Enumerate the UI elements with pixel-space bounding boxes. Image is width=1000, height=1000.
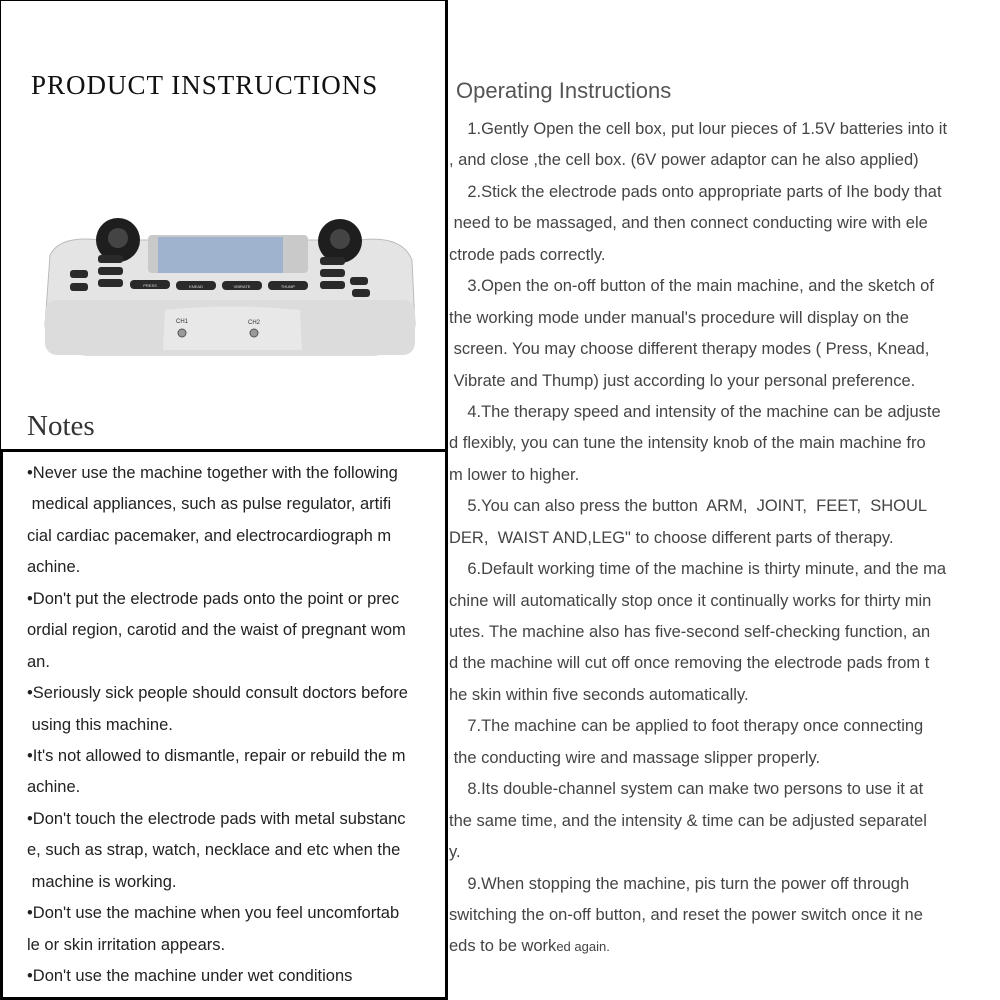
note-line: medical appliances, such as pulse regulator, artifi bbox=[27, 495, 392, 514]
note-line: an. bbox=[27, 652, 50, 671]
instruction-line: ctrode pads correctly. bbox=[449, 245, 606, 264]
instruction-line: chine will automatically stop once it continually works for thirty min bbox=[449, 591, 932, 610]
page-title: PRODUCT INSTRUCTIONS bbox=[31, 70, 379, 100]
instruction-line: , and close ,the cell box. (6V power adaptor can he also applied) bbox=[449, 151, 919, 170]
note-line: machine is working. bbox=[27, 872, 177, 891]
massager-device-image bbox=[40, 215, 420, 360]
ch1-port bbox=[178, 329, 186, 337]
note-line: •Don't use the machine when you feel uncomfortab bbox=[27, 904, 400, 923]
notes-heading: Notes bbox=[27, 410, 95, 442]
instructions-list bbox=[449, 114, 1000, 963]
note-line: •Seriously sick people should consult doctors before bbox=[27, 684, 408, 703]
vibrate-label: VIBRATE bbox=[233, 284, 251, 289]
note-line: ordial region, carotid and the waist of pregnant wom bbox=[27, 621, 406, 640]
note-line: achine. bbox=[27, 778, 81, 797]
instruction-line: Vibrate and Thump) just according lo your personal preference. bbox=[449, 371, 916, 390]
note-line: using this machine. bbox=[27, 715, 173, 734]
instruction-line: y. bbox=[449, 843, 461, 862]
instruction-line: 4.The therapy speed and intensity of the machine can be adjuste bbox=[449, 402, 941, 421]
knead-label: KNEAD bbox=[189, 284, 203, 289]
note-line: •Don't use the machine under wet conditions bbox=[27, 967, 353, 985]
ch2-label: CH2 bbox=[247, 320, 261, 326]
note-line: •Never use the machine together with the following bbox=[27, 464, 398, 482]
note-line: cial cardiac pacemaker, and electrocardiograph m bbox=[27, 526, 392, 545]
note-line: •Don't touch the electrode pads with metal substanc bbox=[27, 809, 406, 828]
instruction-line: DER, WAIST AND,LEG" to choose different parts of therapy. bbox=[449, 528, 894, 547]
note-line: •It's not allowed to dismantle, repair or rebuild the m bbox=[27, 746, 406, 765]
instruction-text: eds to be work bbox=[449, 937, 557, 956]
instruction-line: switching the on-off button, and reset the power switch once it ne bbox=[449, 905, 923, 924]
instruction-line: need to be massaged, and then connect conducting wire with ele bbox=[449, 214, 928, 233]
instruction-line: 8.Its double-channel system can make two persons to use it at bbox=[449, 780, 924, 799]
notes-list bbox=[27, 458, 408, 992]
instruction-text: ed again. bbox=[556, 939, 610, 955]
note-line: le or skin irritation appears. bbox=[27, 935, 226, 954]
instruction-line: 3.Open the on-off button of the main machine, and the sketch of bbox=[449, 277, 934, 296]
instruction-line: d flexibly, you can tune the intensity knob of the main machine fro bbox=[449, 434, 926, 453]
instruction-line: the conducting wire and massage slipper properly. bbox=[449, 748, 821, 767]
instruction-line: 7.The machine can be applied to foot therapy once connecting bbox=[449, 717, 924, 736]
note-line: e, such as strap, watch, necklace and etc when the bbox=[27, 841, 401, 860]
thump-label: THUMP bbox=[280, 284, 296, 289]
divider bbox=[446, 0, 448, 1000]
instruction-line: he skin within five seconds automatically. bbox=[449, 685, 749, 704]
press-label: PRESS bbox=[143, 283, 157, 288]
operating-instructions-heading: Operating Instructions bbox=[456, 78, 672, 103]
instruction-line: utes. The machine also has five-second self-checking function, an bbox=[449, 623, 931, 641]
instruction-line: 9.When stopping the machine, pis turn the power off through bbox=[449, 874, 910, 893]
instruction-line: screen. You may choose different therapy modes ( Press, Knead, bbox=[449, 340, 930, 359]
instruction-line: the same time, and the intensity & time can be adjusted separatel bbox=[449, 811, 927, 830]
instruction-line: d the machine will cut off once removing the electrode pads from t bbox=[449, 654, 930, 673]
note-line: achine. bbox=[27, 558, 81, 577]
note-line: •Don't put the electrode pads onto the point or prec bbox=[27, 589, 400, 608]
instruction-line: m lower to higher. bbox=[449, 465, 580, 484]
instruction-line bbox=[449, 931, 1000, 962]
instruction-line: 6.Default working time of the machine is thirty minute, and the ma bbox=[449, 560, 947, 579]
instruction-line: the working mode under manual's procedure will display on the bbox=[449, 308, 909, 327]
ch2-port bbox=[250, 329, 258, 337]
instruction-line: 2.Stick the electrode pads onto appropriate parts of Ihe body that bbox=[449, 182, 942, 201]
instruction-line: 5.You can also press the button ARM, JOINT, FEET, SHOUL bbox=[449, 497, 928, 516]
instruction-line: 1.Gently Open the cell box, put lour pieces of 1.5V batteries into it bbox=[449, 120, 948, 138]
ch1-label: CH1 bbox=[175, 319, 189, 325]
